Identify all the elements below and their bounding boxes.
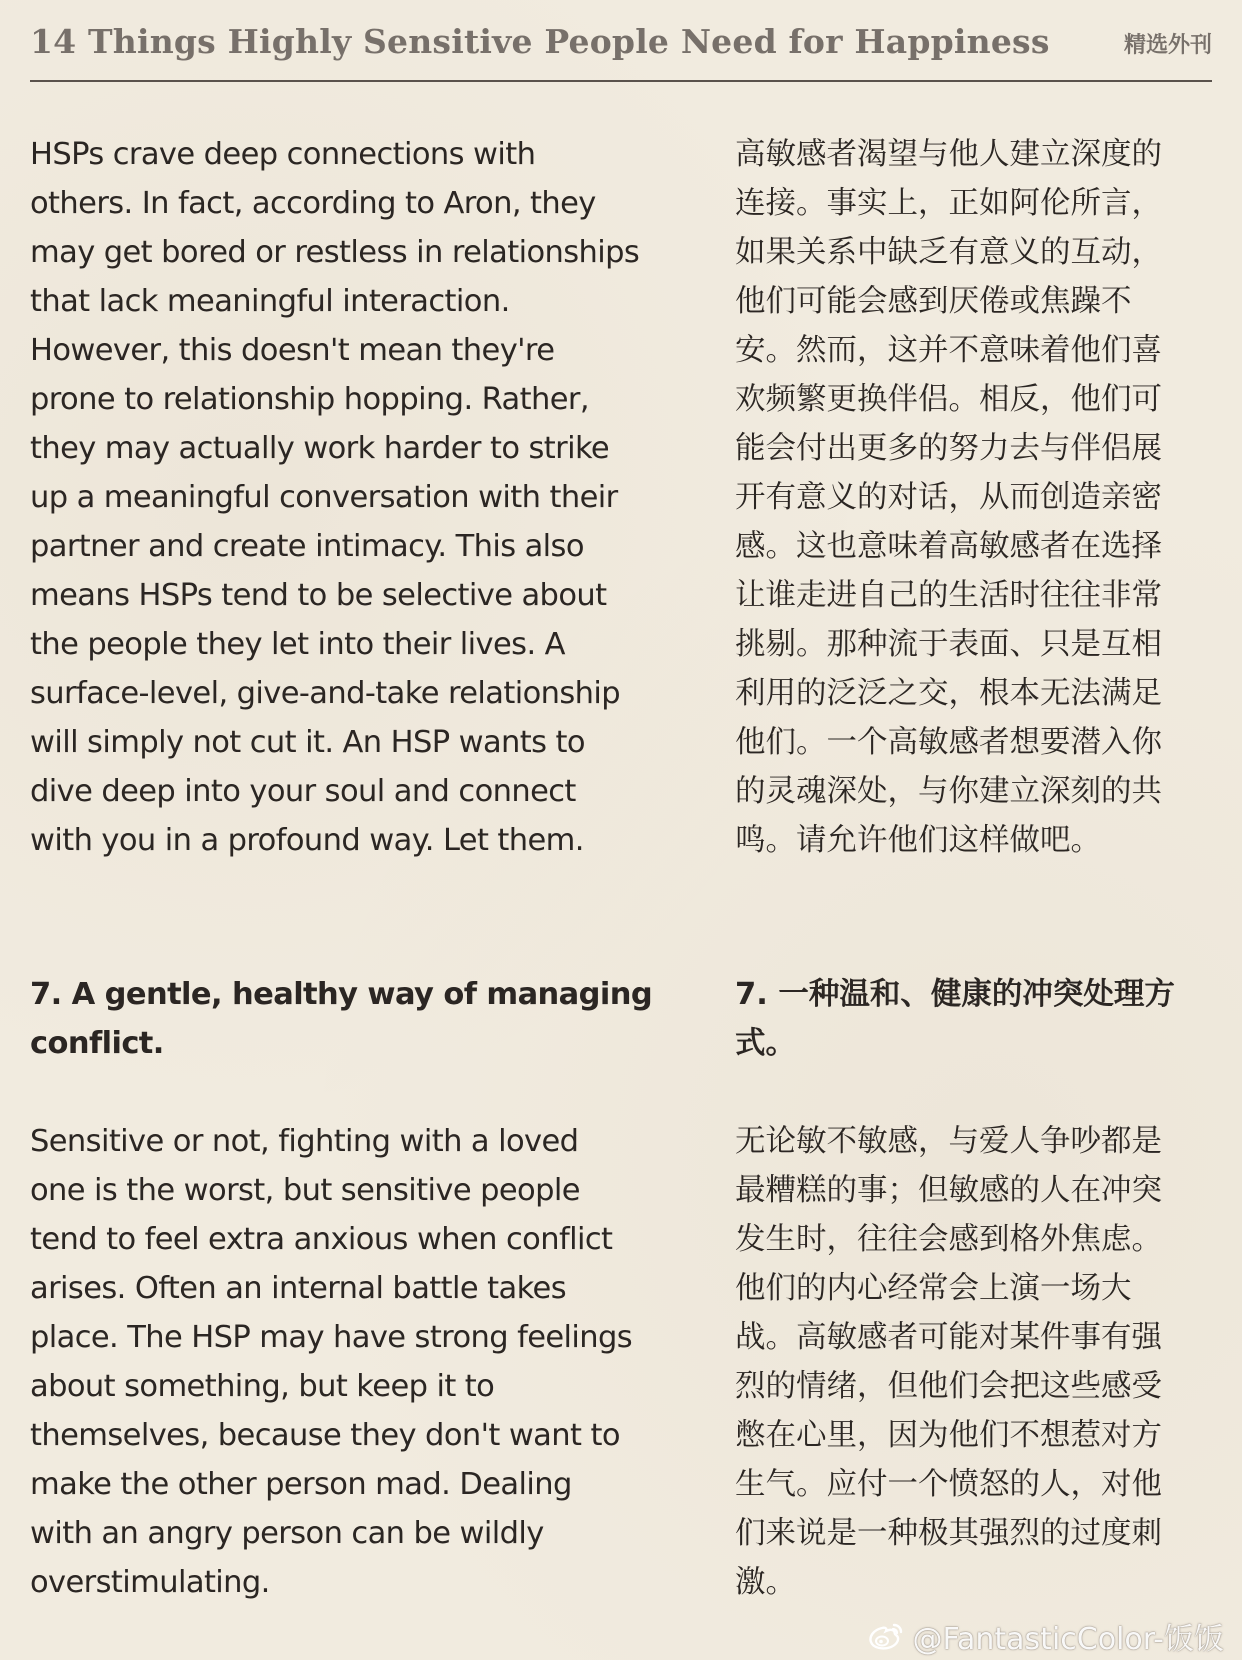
text-line: 鸣。请允许他们这样做吧。: [735, 823, 1101, 858]
text-line: 挑剔。那种流于表面、只是互相: [735, 627, 1162, 662]
text-line: 利用的泛泛之交，根本无法满足: [735, 676, 1162, 711]
text-line: 如果关系中缺乏有意义的互动，: [735, 235, 1162, 270]
article-title: 14 Things Highly Sensitive People Need for Happiness: [30, 22, 1050, 61]
text-line: they may actually work harder to strike: [30, 431, 610, 466]
text-line: prone to relationship hopping. Rather,: [30, 382, 589, 417]
heading-line: 7. A gentle, healthy way of managing: [30, 977, 653, 1012]
text-line: 无论敏不敏感，与爱人争吵都是: [735, 1124, 1162, 1159]
text-line: 让谁走进自己的生活时往往非常: [735, 578, 1162, 613]
brand-label: 精选外刊: [1123, 32, 1212, 58]
watermark-text: @FantasticColor-饭饭: [912, 1622, 1224, 1657]
text-line: tend to feel extra anxious when conflict: [30, 1222, 613, 1257]
heading-line: 7. 一种温和、健康的冲突处理方: [735, 977, 1175, 1012]
text-line: 的灵魂深处，与你建立深刻的共: [735, 774, 1162, 809]
text-line: Sensitive or not, fighting with a loved: [30, 1124, 579, 1159]
text-line: 欢频繁更换伴侣。相反，他们可: [735, 382, 1162, 417]
text-line: 连接。事实上，正如阿伦所言，: [735, 186, 1162, 221]
chinese-paragraph-2: [735, 1117, 1162, 1607]
text-line: may get bored or restless in relationships: [30, 235, 640, 270]
text-line: with an angry person can be wildly: [30, 1516, 544, 1551]
text-line: overstimulating.: [30, 1565, 270, 1600]
text-line: up a meaningful conversation with their: [30, 480, 618, 515]
text-line: partner and create intimacy. This also: [30, 529, 584, 564]
text-line: will simply not cut it. An HSP wants to: [30, 725, 585, 760]
text-line: place. The HSP may have strong feelings: [30, 1320, 633, 1355]
text-line: 憋在心里，因为他们不想惹对方: [735, 1418, 1162, 1453]
english-paragraph-2: [30, 1117, 632, 1607]
english-paragraph-1: [30, 130, 639, 865]
text-line: that lack meaningful interaction.: [30, 284, 510, 319]
text-line: 感。这也意味着高敏感者在选择: [735, 529, 1162, 564]
text-line: others. In fact, according to Aron, they: [30, 186, 596, 221]
text-line: 开有意义的对话，从而创造亲密: [735, 480, 1162, 515]
weibo-icon: [867, 1620, 905, 1652]
text-line: about something, but keep it to: [30, 1369, 495, 1404]
text-line: 他们可能会感到厌倦或焦躁不: [735, 284, 1132, 319]
watermark: [867, 1616, 1225, 1656]
text-line: 激。: [735, 1565, 796, 1600]
text-line: dive deep into your soul and connect: [30, 774, 576, 809]
text-line: HSPs crave deep connections with: [30, 137, 536, 172]
text-line: 生气。应付一个愤怒的人，对他: [735, 1467, 1162, 1502]
text-line: 烈的情绪，但他们会把这些感受: [735, 1369, 1162, 1404]
text-line: means HSPs tend to be selective about: [30, 578, 607, 613]
heading-line: conflict.: [30, 1026, 164, 1061]
heading-line: 式。: [735, 1026, 796, 1061]
text-line: 发生时，往往会感到格外焦虑。: [735, 1222, 1162, 1257]
text-line: 高敏感者渴望与他人建立深度的: [735, 137, 1162, 172]
text-line: arises. Often an internal battle takes: [30, 1271, 567, 1306]
chinese-section-heading: [735, 970, 1175, 1068]
text-line: 安。然而，这并不意味着他们喜: [735, 333, 1162, 368]
text-line: 们来说是一种极其强烈的过度刺: [735, 1516, 1162, 1551]
text-line: 战。高敏感者可能对某件事有强: [735, 1320, 1162, 1355]
text-line: 他们。一个高敏感者想要潜入你: [735, 725, 1162, 760]
text-line: one is the worst, but sensitive people: [30, 1173, 580, 1208]
text-line: 能会付出更多的努力去与伴侣展: [735, 431, 1162, 466]
page-header: [30, 18, 1212, 82]
text-line: the people they let into their lives. A: [30, 627, 565, 662]
chinese-paragraph-1: [735, 130, 1162, 865]
text-line: themselves, because they don't want to: [30, 1418, 620, 1453]
text-line: 他们的内心经常会上演一场大: [735, 1271, 1132, 1306]
text-line: with you in a profound way. Let them.: [30, 823, 584, 858]
text-line: 最糟糕的事；但敏感的人在冲突: [735, 1173, 1162, 1208]
text-line: However, this doesn't mean they're: [30, 333, 555, 368]
english-section-heading: [30, 970, 652, 1068]
text-line: make the other person mad. Dealing: [30, 1467, 572, 1502]
text-line: surface-level, give-and-take relationship: [30, 676, 621, 711]
